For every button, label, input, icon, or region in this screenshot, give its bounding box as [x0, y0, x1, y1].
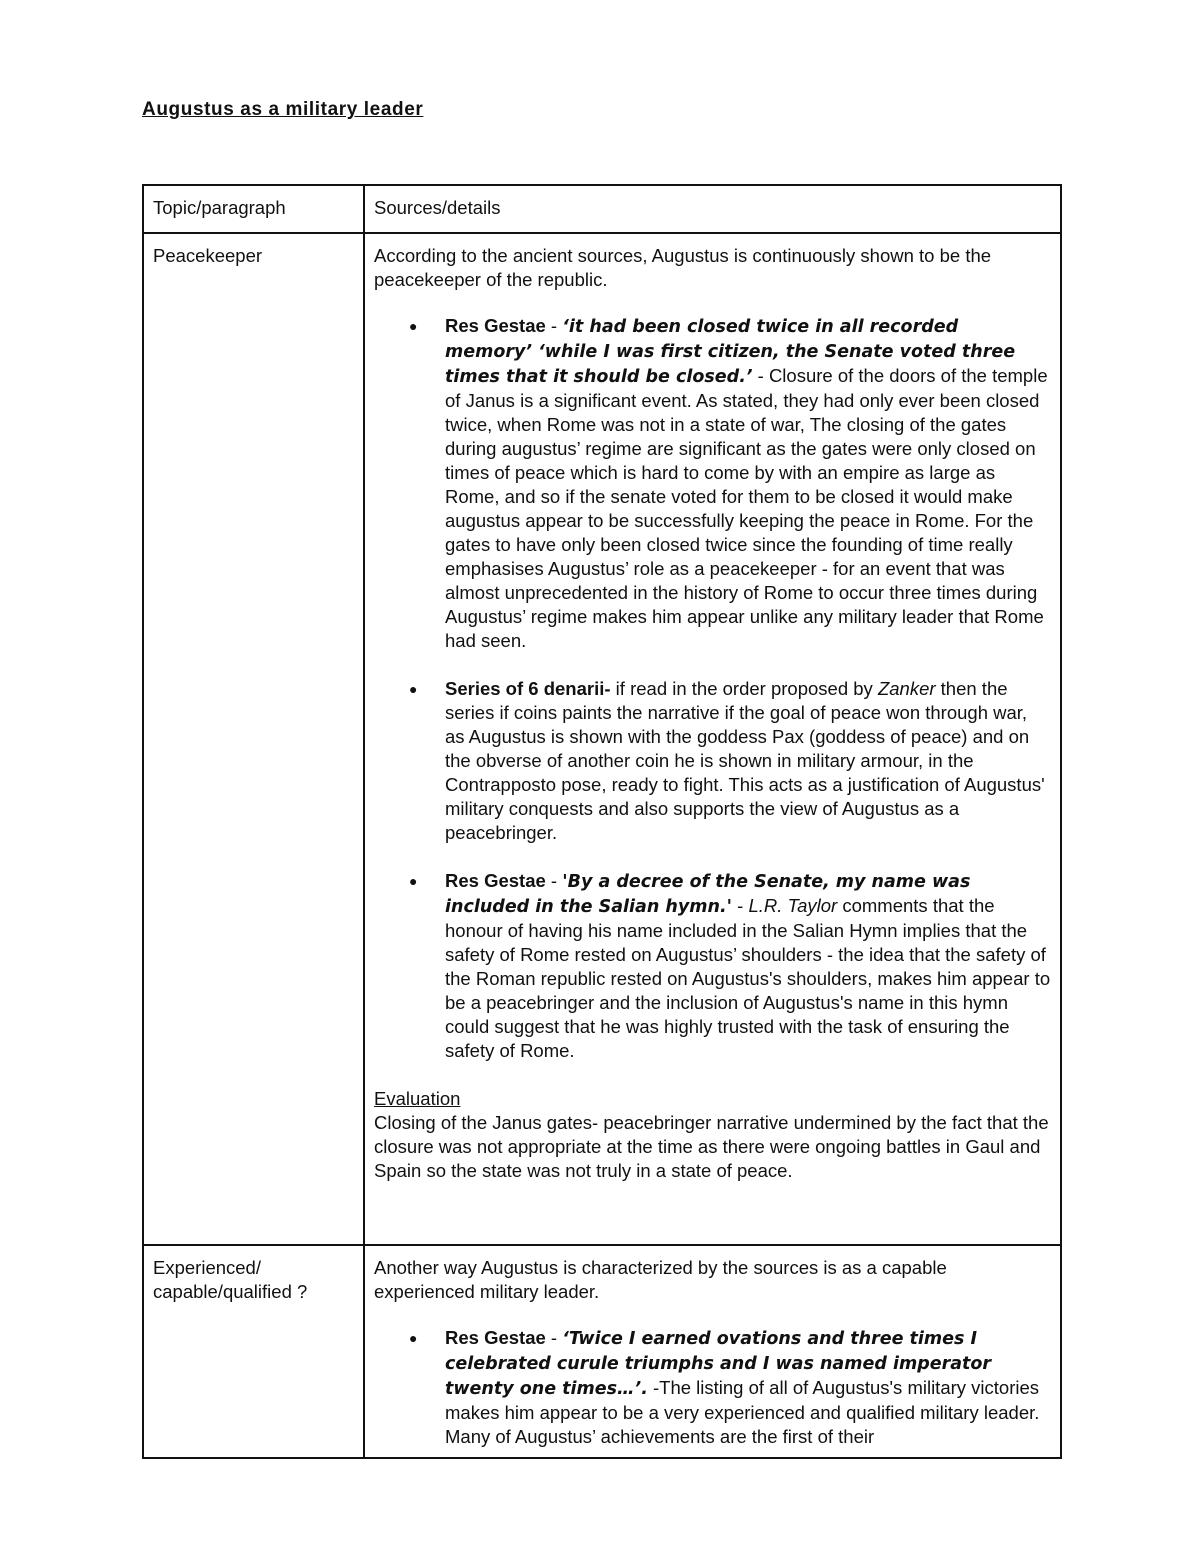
document-title: Augustus as a military leader — [142, 99, 424, 120]
analysis-text-lead: if read in the order proposed by — [610, 678, 878, 699]
header-topic: Topic/paragraph — [143, 185, 364, 233]
source-name: Res Gestae — [445, 315, 546, 336]
source-name: Series of 6 denarii- — [445, 678, 611, 699]
details-cell — [364, 233, 1061, 1245]
bullet-icon: ● — [409, 873, 418, 889]
topic-cell: Peacekeeper — [143, 233, 364, 1245]
separator: - — [545, 1327, 563, 1348]
source-quote: ‘it had been closed twice in all recorded memory’ ‘while I was first citizen, the Senate voted three times that it should be closed.’ — [445, 317, 1016, 387]
separator: - — [545, 870, 563, 891]
source-quote: 'By a decree of the Senate, my name was included in the Salian hymn.' — [445, 872, 971, 917]
source-name: Res Gestae — [445, 1327, 546, 1348]
header-sources: Sources/details — [364, 185, 1061, 233]
table-row — [143, 1245, 1061, 1458]
bullet-icon: ● — [409, 681, 418, 697]
table-row — [143, 233, 1061, 1245]
notes-table — [142, 184, 1062, 1459]
analysis-text: -The listing of all of Augustus's military victories makes him appear to be a very experienced and qualified military leader. Many of Augustus’ achievements are the first of their — [445, 1377, 1040, 1447]
intro-text: According to the ancient sources, Augustus is continuously shown to be the peacekeeper of the republic. — [374, 245, 992, 290]
historian-name: Zanker — [877, 678, 936, 699]
topic-cell: Experienced/ capable/qualified ? — [143, 1245, 364, 1458]
bullet-icon: ● — [409, 318, 418, 334]
analysis-text: - Closure of the doors of the temple of Janus is a significant event. As stated, they had only ever been closed twice, when Rome was not in a state of war, The closing of the gates during augustus’ regime are significant as the gates were only closed on times of peace which is hard to come by with an empire as large as Rome, and so if the senate voted for them to be closed it would make augustus appear to be successfully keeping the peace in Rome. For the gates to have only been closed twice since the founding of time really emphasises Augustus’ role as a peacekeeper - for an event that was almost unprecedented in the history of Rome to occur three times during Augustus’ regime makes him appear unlike any military leader that Rome had seen. — [445, 365, 1048, 651]
analysis-text: then the series if coins paints the narrative if the goal of peace won through war, as Augustus is shown with the goddess Pax (goddess of peace) and on the obverse of another coin he is shown in military armour, in the Contrapposto pose, ready to fight. This acts as a justification of Augustus' military conquests and also supports the view of Augustus as a peacebringer. — [445, 678, 1045, 843]
source-name: Res Gestae — [445, 870, 546, 891]
bullet-icon: ● — [409, 1330, 418, 1346]
details-cell — [364, 1245, 1061, 1458]
table-header-row — [143, 185, 1061, 233]
evaluation-text: Closing of the Janus gates- peacebringer narrative undermined by the fact that the closure was not appropriate at the time as there were ongoing battles in Gaul and Spain so the state was not truly in a state of peace. — [374, 1112, 1049, 1181]
source-quote: ‘Twice I earned ovations and three times I celebrated curule triumphs and I was named imperator twenty one times…’. — [445, 1329, 992, 1399]
list-item — [409, 677, 1051, 845]
intro-text: Another way Augustus is characterized by the sources is as a capable experienced military leader. — [374, 1257, 947, 1302]
analysis-text: comments that the honour of having his name included in the Salian Hymn implies that the safety of Rome rested on Augustus’ shoulders - the idea that the safety of the Roman republic rested on Augustus's shoulders, makes him appear to be a peacebringer and the inclusion of Augustus's name in this hymn could suggest that he was highly trusted with the task of ensuring the safety of Rome. — [445, 895, 1051, 1061]
list-item — [409, 1326, 1051, 1449]
historian-name: L.R. Taylor — [748, 895, 838, 916]
evaluation-heading: Evaluation — [374, 1088, 461, 1109]
source-list — [374, 1326, 1051, 1449]
source-list — [374, 314, 1051, 1063]
separator: - — [545, 315, 563, 336]
list-item — [409, 869, 1051, 1063]
list-item — [409, 314, 1051, 653]
analysis-text-lead: - — [731, 895, 749, 916]
